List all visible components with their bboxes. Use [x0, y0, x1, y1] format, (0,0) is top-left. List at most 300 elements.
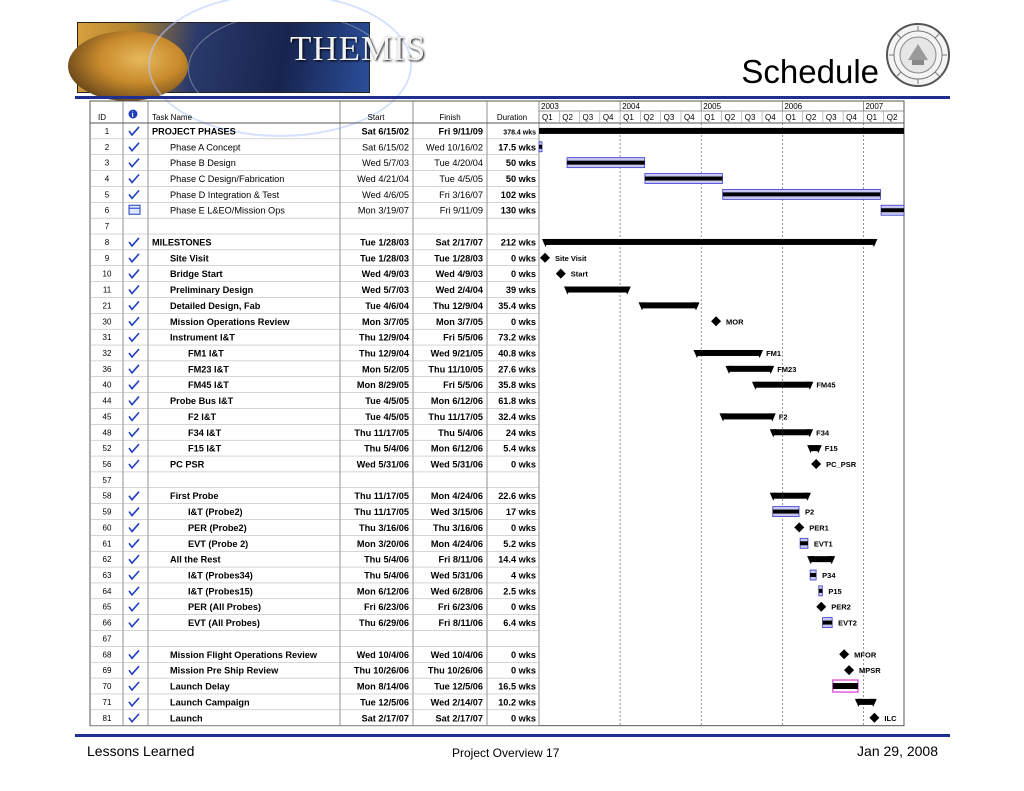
task-name: F34 I&T [188, 427, 222, 438]
task-finish: Fri 5/5/06 [443, 380, 483, 391]
task-name: Phase C Design/Fabrication [170, 174, 285, 185]
row-id: 10 [102, 269, 112, 279]
task-duration: 0 wks [510, 713, 536, 724]
checkmark-icon [129, 587, 139, 595]
task-duration: 212 wks [500, 237, 536, 248]
row-id: 60 [102, 523, 112, 533]
task-duration: 61.8 wks [498, 396, 536, 407]
quarter-label: Q3 [582, 113, 594, 122]
quarter-label: Q1 [542, 113, 553, 122]
task-duration: 6.4 wks [503, 618, 536, 629]
row-id: 59 [102, 507, 112, 517]
task-progress [810, 573, 816, 577]
task-start: Wed 5/7/03 [362, 158, 409, 169]
milestone-label: MOR [726, 317, 744, 327]
checkmark-icon [129, 143, 139, 151]
task-start: Fri 6/23/06 [364, 602, 409, 613]
quarter-label: Q3 [744, 113, 756, 122]
task-duration: 35.4 wks [498, 300, 536, 311]
task-name: Site Visit [170, 253, 209, 264]
task-name: Launch [170, 713, 203, 724]
task-start: Mon 5/2/05 [362, 364, 409, 375]
task-duration: 17.5 wks [498, 142, 536, 153]
task-name: I&T (Probes34) [188, 570, 253, 581]
row-id: 21 [102, 301, 112, 311]
task-progress [773, 510, 799, 514]
task-name: FM23 I&T [188, 364, 229, 375]
task-name: I&T (Probes15) [188, 586, 253, 597]
task-name: First Probe [170, 491, 219, 502]
quarter-label: Q4 [765, 113, 776, 122]
task-start: Thu 5/4/06 [364, 570, 409, 581]
logo-text: THEMIS [290, 29, 427, 68]
checkmark-icon [129, 412, 139, 420]
col-header-finish: Finish [439, 113, 461, 122]
col-header-start: Start [367, 113, 385, 122]
task-finish: Tue 1/28/03 [434, 253, 483, 264]
row-id: 58 [102, 491, 112, 501]
checkmark-icon [129, 698, 139, 706]
task-finish: Thu 12/9/04 [432, 300, 483, 311]
row-id: 67 [102, 634, 112, 644]
quarter-label: Q4 [683, 113, 695, 122]
task-name: FM1 I&T [188, 348, 224, 359]
checkmark-icon [129, 539, 139, 547]
row-id: 71 [102, 697, 112, 707]
task-duration: 24 wks [505, 427, 536, 438]
task-progress [819, 589, 823, 593]
row-id: 68 [102, 650, 112, 660]
task-duration: 22.6 wks [498, 491, 536, 502]
year-label-2006: 2006 [784, 102, 803, 111]
row-id: 65 [102, 602, 112, 612]
bar-label: P34 [822, 571, 836, 581]
task-start: Thu 10/26/06 [353, 665, 409, 676]
milestone-diamond [869, 713, 879, 723]
row-id: 56 [102, 459, 112, 469]
bar-label: P2 [805, 507, 815, 517]
row-id: 9 [104, 253, 110, 263]
row-id: 62 [102, 555, 112, 565]
task-name: PROJECT PHASES [152, 126, 236, 137]
row-id: 8 [104, 237, 110, 247]
task-name: EVT (All Probes) [188, 618, 260, 629]
checkmark-icon [129, 238, 139, 246]
task-name: MILESTONES [152, 237, 212, 248]
task-finish: Wed 2/14/07 [430, 697, 483, 708]
milestone-label: ILC [884, 713, 897, 723]
task-start: Sat 6/15/02 [361, 126, 409, 137]
task-name: Mission Operations Review [170, 316, 290, 327]
summary-bar [723, 413, 773, 419]
checkmark-icon [129, 190, 139, 198]
checkmark-icon [129, 349, 139, 357]
row-id: 44 [102, 396, 112, 406]
checkmark-icon [129, 127, 139, 135]
task-start: Tue 12/5/06 [360, 697, 409, 708]
checkmark-icon [129, 492, 139, 500]
checkmark-icon [129, 175, 139, 183]
checkmark-icon [129, 381, 139, 389]
bar-label: F15 [824, 444, 838, 454]
task-finish: Wed 10/16/02 [425, 142, 483, 153]
task-duration: 16.5 wks [498, 681, 536, 692]
task-start: Thu 5/4/06 [364, 443, 409, 454]
checkmark-icon [129, 301, 139, 309]
task-start: Thu 11/17/05 [354, 427, 409, 438]
task-start: Mon 8/29/05 [356, 380, 409, 391]
quarter-label: Q1 [866, 113, 878, 122]
row-id: 69 [102, 666, 112, 676]
row-id: 63 [102, 571, 112, 581]
quarter-label: Q1 [623, 113, 634, 122]
task-name: Launch Delay [170, 681, 230, 692]
footer-page-label: Project Overview 17 [452, 746, 560, 760]
task-name: PER (Probe2) [188, 522, 247, 533]
footer-rule [75, 734, 950, 737]
task-name: Mission Flight Operations Review [170, 649, 318, 660]
milestone-diamond [839, 649, 849, 659]
task-finish: Fri 5/5/06 [443, 332, 483, 343]
task-name: Preliminary Design [170, 285, 254, 296]
task-name: Phase A Concept [170, 142, 241, 153]
task-name: F2 I&T [188, 411, 217, 422]
task-start: Mon 8/14/06 [356, 681, 409, 692]
task-start: Thu 12/9/04 [358, 348, 409, 359]
summary-bar [539, 128, 904, 134]
checkmark-icon [129, 603, 139, 611]
task-finish: Thu 11/10/05 [428, 364, 483, 375]
row-id: 45 [102, 412, 112, 422]
task-progress [881, 208, 904, 212]
task-finish: Thu 3/16/06 [432, 522, 483, 533]
task-finish: Fri 9/11/09 [439, 205, 483, 216]
checkmark-icon [129, 619, 139, 627]
bar-label: FM23 [777, 364, 797, 374]
checkmark-icon [129, 444, 139, 452]
task-name: FM45 I&T [188, 380, 229, 391]
checkmark-icon [129, 555, 139, 563]
row-id: 3 [104, 158, 110, 168]
task-start: Thu 11/17/05 [354, 507, 409, 518]
task-finish: Fri 9/11/09 [438, 126, 483, 137]
checkmark-icon [129, 270, 139, 278]
row-id: 11 [102, 285, 112, 295]
row-id: 64 [102, 586, 112, 596]
checkmark-icon [129, 460, 139, 468]
milestone-label: PC_PSR [826, 459, 857, 469]
task-name: Detailed Design, Fab [170, 300, 261, 311]
task-name: Instrument I&T [170, 332, 235, 343]
task-start: Wed 10/4/06 [356, 649, 409, 660]
task-duration: 102 wks [500, 189, 536, 200]
task-duration: 0 wks [510, 459, 536, 470]
row-id: 40 [102, 380, 112, 390]
task-name: Phase B Design [170, 158, 236, 169]
task-name: I&T (Probe2) [188, 507, 243, 518]
year-label-2007: 2007 [865, 102, 884, 111]
quarter-label: Q3 [825, 113, 837, 122]
task-start: Mon 3/7/05 [362, 316, 409, 327]
slide-title: Schedule [741, 53, 879, 90]
delay-progress [833, 683, 858, 689]
task-name: F15 I&T [188, 443, 222, 454]
task-finish: Fri 6/23/06 [438, 602, 483, 613]
quarter-label: Q4 [602, 113, 614, 122]
task-start: Wed 4/21/04 [357, 174, 409, 185]
col-header-duration: Duration [496, 113, 528, 122]
row-id: 70 [102, 682, 112, 692]
task-duration: 39 wks [505, 285, 536, 296]
task-name: Mission Pre Ship Review [170, 665, 279, 676]
task-duration: 40.8 wks [498, 348, 536, 359]
task-name: Phase D Integration & Test [170, 189, 280, 200]
summary-bar [773, 493, 808, 499]
task-duration: 14.4 wks [498, 554, 536, 565]
task-name: Probe Bus I&T [170, 396, 234, 407]
task-start: Sat 2/17/07 [361, 713, 409, 724]
task-duration: 0 wks [510, 602, 536, 613]
task-name: PER (All Probes) [188, 602, 262, 613]
checkmark-icon [129, 365, 139, 373]
task-finish: Sat 2/17/07 [435, 713, 483, 724]
checkmark-icon [129, 397, 139, 405]
task-name: Launch Campaign [170, 697, 250, 708]
task-duration: 50 wks [505, 174, 536, 185]
checkmark-icon [129, 666, 139, 674]
task-duration: 5.2 wks [503, 538, 536, 549]
task-start: Tue 4/6/04 [365, 300, 409, 311]
task-start: Wed 4/6/05 [362, 189, 409, 200]
checkmark-icon [129, 286, 139, 294]
checkmark-icon [129, 254, 139, 262]
quarter-label: Q2 [886, 113, 898, 122]
quarter-label: Q2 [562, 113, 573, 122]
task-start: Thu 12/9/04 [358, 332, 409, 343]
task-progress [723, 192, 881, 196]
task-progress [823, 621, 833, 625]
task-start: Thu 5/4/06 [364, 554, 409, 565]
summary-bar [545, 239, 874, 245]
task-name: All the Rest [170, 554, 221, 565]
task-finish: Wed 4/9/03 [435, 269, 483, 280]
milestone-label: PER2 [831, 602, 851, 612]
task-finish: Thu 5/4/06 [438, 427, 483, 438]
milestone-label: MPSR [859, 666, 881, 676]
checkmark-icon [129, 650, 139, 658]
row-id: 57 [102, 475, 112, 485]
task-start: Tue 1/28/03 [360, 237, 409, 248]
task-progress [645, 177, 723, 181]
row-id: 52 [102, 444, 112, 454]
task-duration: 17 wks [505, 507, 536, 518]
task-start: Mon 6/12/06 [356, 586, 409, 597]
checkmark-icon [129, 523, 139, 531]
row-id: 1 [104, 126, 110, 136]
quarter-label: Q4 [846, 113, 857, 122]
task-progress [800, 541, 808, 545]
task-start: Thu 3/16/06 [358, 522, 409, 533]
bar-label: FM1 [766, 348, 782, 358]
row-id: 31 [102, 333, 112, 343]
task-duration: 0 wks [510, 522, 536, 533]
row-id: 30 [102, 317, 112, 327]
summary-bar [567, 287, 628, 293]
bar-label: F34 [816, 428, 830, 438]
task-name: Bridge Start [170, 269, 223, 280]
bar-label: P15 [828, 586, 842, 596]
task-finish: Wed 5/31/06 [430, 459, 483, 470]
quarter-label: Q2 [643, 113, 655, 122]
gantt-rows [90, 126, 539, 725]
checkmark-icon [129, 317, 139, 325]
checkmark-icon [129, 428, 139, 436]
task-duration: 5.4 wks [503, 443, 536, 454]
checkmark-icon [129, 571, 139, 579]
quarter-label: Q2 [724, 113, 736, 122]
milestone-diamond [540, 253, 550, 263]
year-label-2005: 2005 [703, 102, 722, 111]
task-duration: 10.2 wks [498, 697, 536, 708]
summary-bar [729, 366, 772, 372]
col-header-task-name: Task Name [152, 113, 193, 122]
gantt-header [98, 101, 904, 123]
footer-date: Jan 29, 2008 [857, 743, 938, 759]
bar-label: EVT2 [838, 618, 857, 628]
task-duration: 0 wks [510, 665, 536, 676]
task-start: Wed 4/9/03 [361, 269, 409, 280]
task-duration: 4 wks [510, 570, 536, 581]
task-finish: Wed 6/28/06 [430, 586, 483, 597]
task-progress [539, 145, 542, 149]
task-finish: Wed 3/15/06 [430, 507, 483, 518]
row-id: 6 [104, 206, 110, 216]
task-finish: Wed 2/4/04 [435, 285, 483, 296]
task-start: Thu 6/29/06 [358, 618, 409, 629]
task-duration: 130 wks [500, 205, 536, 216]
task-duration: 2.5 wks [503, 586, 536, 597]
row-id: 5 [104, 190, 110, 200]
row-id: 48 [102, 428, 112, 438]
task-start: Mon 3/20/06 [356, 538, 409, 549]
task-finish: Wed 10/4/06 [430, 649, 483, 660]
task-duration: 35.8 wks [498, 380, 536, 391]
task-start: Wed 5/7/03 [361, 285, 409, 296]
task-start: Mon 3/19/07 [357, 205, 409, 216]
task-finish: Sat 2/17/07 [435, 237, 483, 248]
quarter-label: Q1 [785, 113, 797, 122]
task-finish: Fri 3/16/07 [439, 189, 483, 200]
task-start: Tue 4/5/05 [365, 396, 409, 407]
checkmark-icon [129, 333, 139, 341]
task-start: Sat 6/15/02 [362, 142, 409, 153]
task-duration: 0 wks [510, 649, 536, 660]
row-id: 81 [102, 713, 112, 723]
row-id: 66 [102, 618, 112, 628]
task-finish: Tue 4/20/04 [434, 158, 483, 169]
row-id: 2 [104, 142, 110, 152]
col-header-id: ID [98, 113, 106, 122]
task-start: Thu 11/17/05 [354, 491, 409, 502]
calendar-icon [129, 205, 140, 214]
task-finish: Fri 8/11/06 [438, 554, 483, 565]
milestone-diamond [844, 665, 854, 675]
checkmark-icon [129, 508, 139, 516]
task-duration: 73.2 wks [498, 332, 536, 343]
checkmark-icon [129, 714, 139, 722]
summary-bar [773, 429, 810, 435]
task-start: Tue 1/28/03 [360, 253, 409, 264]
milestone-diamond [816, 602, 826, 612]
bar-label: F2 [778, 412, 788, 422]
summary-bar [755, 382, 810, 388]
task-finish: Wed 5/31/06 [430, 570, 483, 581]
summary-bar [696, 350, 760, 356]
task-finish: Tue 12/5/06 [434, 681, 483, 692]
task-start: Wed 5/31/06 [356, 459, 409, 470]
summary-bar [642, 302, 697, 308]
bar-label: FM45 [816, 380, 836, 390]
quarter-label: Q2 [805, 113, 817, 122]
task-duration: 32.4 wks [498, 411, 536, 422]
task-start: Tue 4/5/05 [365, 411, 409, 422]
year-label-2003: 2003 [541, 102, 559, 111]
milestone-diamond [556, 269, 566, 279]
gantt-bars [539, 128, 904, 723]
footer-left-text: Lessons Learned [87, 743, 195, 759]
row-id: 36 [102, 364, 112, 374]
row-id: 61 [102, 539, 112, 549]
task-finish: Thu 11/17/05 [428, 411, 483, 422]
task-name: Phase E L&EO/Mission Ops [170, 205, 285, 216]
checkmark-icon [129, 682, 139, 690]
task-finish: Wed 9/21/05 [430, 348, 483, 359]
task-finish: Mon 4/24/06 [430, 491, 483, 502]
task-duration: 0 wks [510, 269, 536, 280]
task-finish: Mon 6/12/06 [430, 396, 483, 407]
task-duration: 50 wks [505, 158, 536, 169]
milestone-label: MFOR [854, 650, 877, 660]
milestone-label: Start [570, 269, 588, 279]
milestone-diamond [811, 459, 821, 469]
task-name: EVT (Probe 2) [188, 538, 249, 549]
task-duration: 0 wks [510, 316, 536, 327]
task-duration: 0 wks [510, 253, 536, 264]
task-finish: Tue 4/5/05 [439, 174, 483, 185]
task-finish: Thu 10/26/06 [427, 665, 483, 676]
task-name: PC PSR [170, 459, 205, 470]
row-id: 32 [102, 348, 112, 358]
quarter-label: Q3 [663, 113, 675, 122]
milestone-label: Site Visit [555, 253, 587, 263]
checkmark-icon [129, 159, 139, 167]
row-id: 7 [104, 222, 110, 232]
info-icon-glyph: i [131, 112, 134, 119]
task-finish: Mon 6/12/06 [430, 443, 483, 454]
bar-label: EVT1 [813, 539, 833, 549]
milestone-diamond [794, 522, 804, 532]
task-duration: 27.6 wks [498, 364, 536, 375]
quarter-label: Q1 [704, 113, 715, 122]
milestone-diamond [711, 316, 721, 326]
task-duration: 378.4 wks [503, 129, 536, 137]
task-finish: Fri 8/11/06 [438, 618, 483, 629]
task-finish: Mon 3/7/05 [436, 316, 483, 327]
year-label-2004: 2004 [622, 102, 640, 111]
task-finish: Mon 4/24/06 [430, 538, 483, 549]
row-id: 4 [104, 174, 110, 184]
milestone-label: PER1 [809, 523, 829, 533]
